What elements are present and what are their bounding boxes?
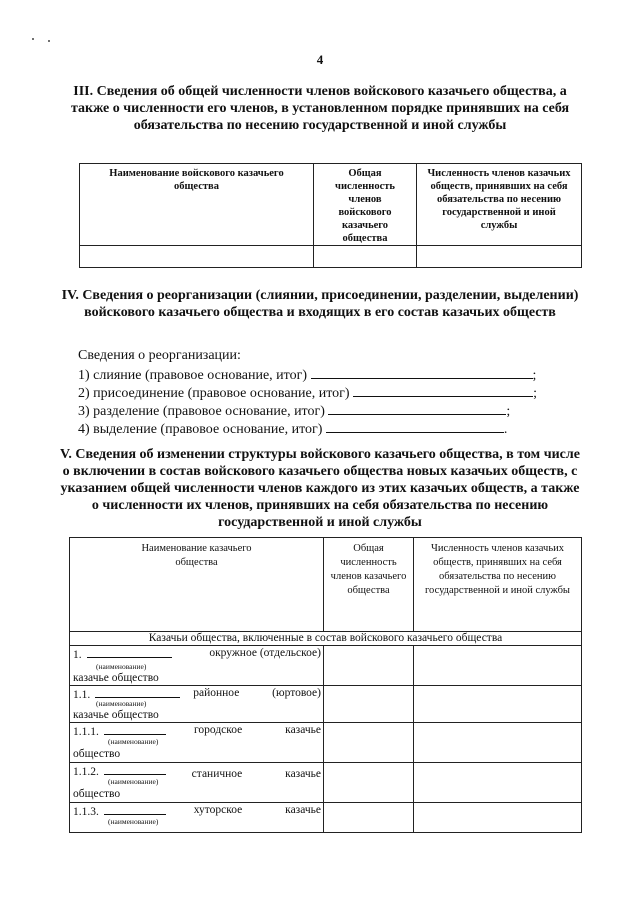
row-tail: общество [73, 788, 121, 800]
name-field[interactable] [95, 687, 180, 698]
table-cell-empty[interactable] [324, 763, 414, 803]
name-field[interactable] [87, 647, 172, 658]
table-cell-empty[interactable] [417, 246, 582, 268]
reorg-merge-field[interactable] [311, 365, 533, 379]
name-field[interactable] [104, 764, 166, 775]
col-header-name: Наименование казачьего общества [70, 538, 324, 632]
reorg-intro: Сведения о реорганизации: [78, 348, 241, 363]
row-type: хуторское казачье [193, 804, 321, 816]
table-row [70, 803, 324, 833]
table-cell-empty[interactable] [414, 723, 582, 763]
col-header-name: Наименование войскового казачьего общества [80, 164, 314, 246]
row-type: окружное (отдельское) [209, 647, 321, 659]
row-tail: казачье общество [73, 672, 159, 684]
row-number: 1.1. [73, 689, 91, 701]
table-cell-empty[interactable] [414, 686, 582, 723]
section-4-heading: IV. Сведения о реорганизации (слиянии, присоединении, разделении, выделении) войскового казачьего общества и входящих в его состав казачьих обществ [61, 288, 579, 320]
col-header-service: Численность членов казачьих обществ, принявших на себя обязательства по несению государственной и иной службы [414, 538, 582, 632]
table-cell-empty[interactable] [314, 246, 417, 268]
table-cell-empty[interactable] [324, 803, 414, 833]
reorg-item-merge: 1) слияние (правовое основание, итог) ; [78, 365, 536, 384]
row-type: районное (юртовое) [193, 687, 321, 699]
scan-speck [48, 40, 50, 42]
table-cell-empty[interactable] [414, 763, 582, 803]
col-header-total: Общая численность членов казачьего общества [324, 538, 414, 632]
row-number: 1.1.3. [73, 806, 99, 818]
row-number: 1.1.2. [73, 766, 99, 778]
reorg-item-division: 3) разделение (правовое основание, итог) ; [78, 401, 510, 420]
reorg-item-accession: 2) присоединение (правовое основание, итог) ; [78, 383, 537, 402]
col-header-total: Общая численность членов войскового казачьего общества [314, 164, 417, 246]
name-field[interactable] [104, 724, 166, 735]
table-row [70, 646, 324, 686]
name-field[interactable] [104, 804, 166, 815]
table-cell-empty[interactable] [414, 646, 582, 686]
page-number: 4 [316, 52, 324, 67]
reorg-item-separation: 4) выделение (правовое основание, итог) . [78, 419, 507, 438]
table-row [70, 723, 324, 763]
name-hint: (наименование) [108, 777, 159, 786]
section-3-table [79, 163, 582, 268]
table-cell-empty[interactable] [80, 246, 314, 268]
row-type: станичное казачье [191, 768, 321, 780]
table-cell-empty[interactable] [324, 646, 414, 686]
reorg-division-field[interactable] [328, 401, 506, 415]
row-tail: общество [73, 748, 121, 760]
row-type: городское казачье [193, 724, 321, 736]
reorg-separation-field[interactable] [326, 419, 504, 433]
name-hint: (наименование) [96, 699, 147, 708]
group-row: Казачьи общества, включенные в состав войскового казачьего общества [70, 632, 582, 646]
section-5-table [69, 537, 582, 833]
name-hint: (наименование) [108, 737, 159, 746]
row-number: 1.1.1. [73, 726, 99, 738]
table-row [70, 763, 324, 803]
reorg-accession-field[interactable] [353, 383, 533, 397]
table-row [70, 686, 324, 723]
section-5-heading: V. Сведения об изменении структуры войскового казачьего общества, в том числе о включении в состав войскового казачьего общества новых казачьих обществ, с указанием общей численности членов каждого из этих казачьих обществ, а также о численности их членов, принявших на себя обязательства по несению государственной и иной службы [60, 447, 580, 530]
section-3-heading: III. Сведения об общей численности членов войскового казачьего общества, а также о численности его членов, в установленном порядке принявших на себя обязательства по несению государственной и иной службы [70, 84, 570, 133]
table-cell-empty[interactable] [324, 686, 414, 723]
table-cell-empty[interactable] [324, 723, 414, 763]
scan-speck [32, 38, 34, 40]
col-header-service: Численность членов казачьих обществ, принявших на себя обязательства по несению государственной и иной службы [417, 164, 582, 246]
row-tail: казачье общество [73, 709, 159, 721]
name-hint: (наименование) [96, 662, 147, 671]
table-cell-empty[interactable] [414, 803, 582, 833]
row-number: 1. [73, 649, 82, 661]
name-hint: (наименование) [108, 817, 159, 826]
